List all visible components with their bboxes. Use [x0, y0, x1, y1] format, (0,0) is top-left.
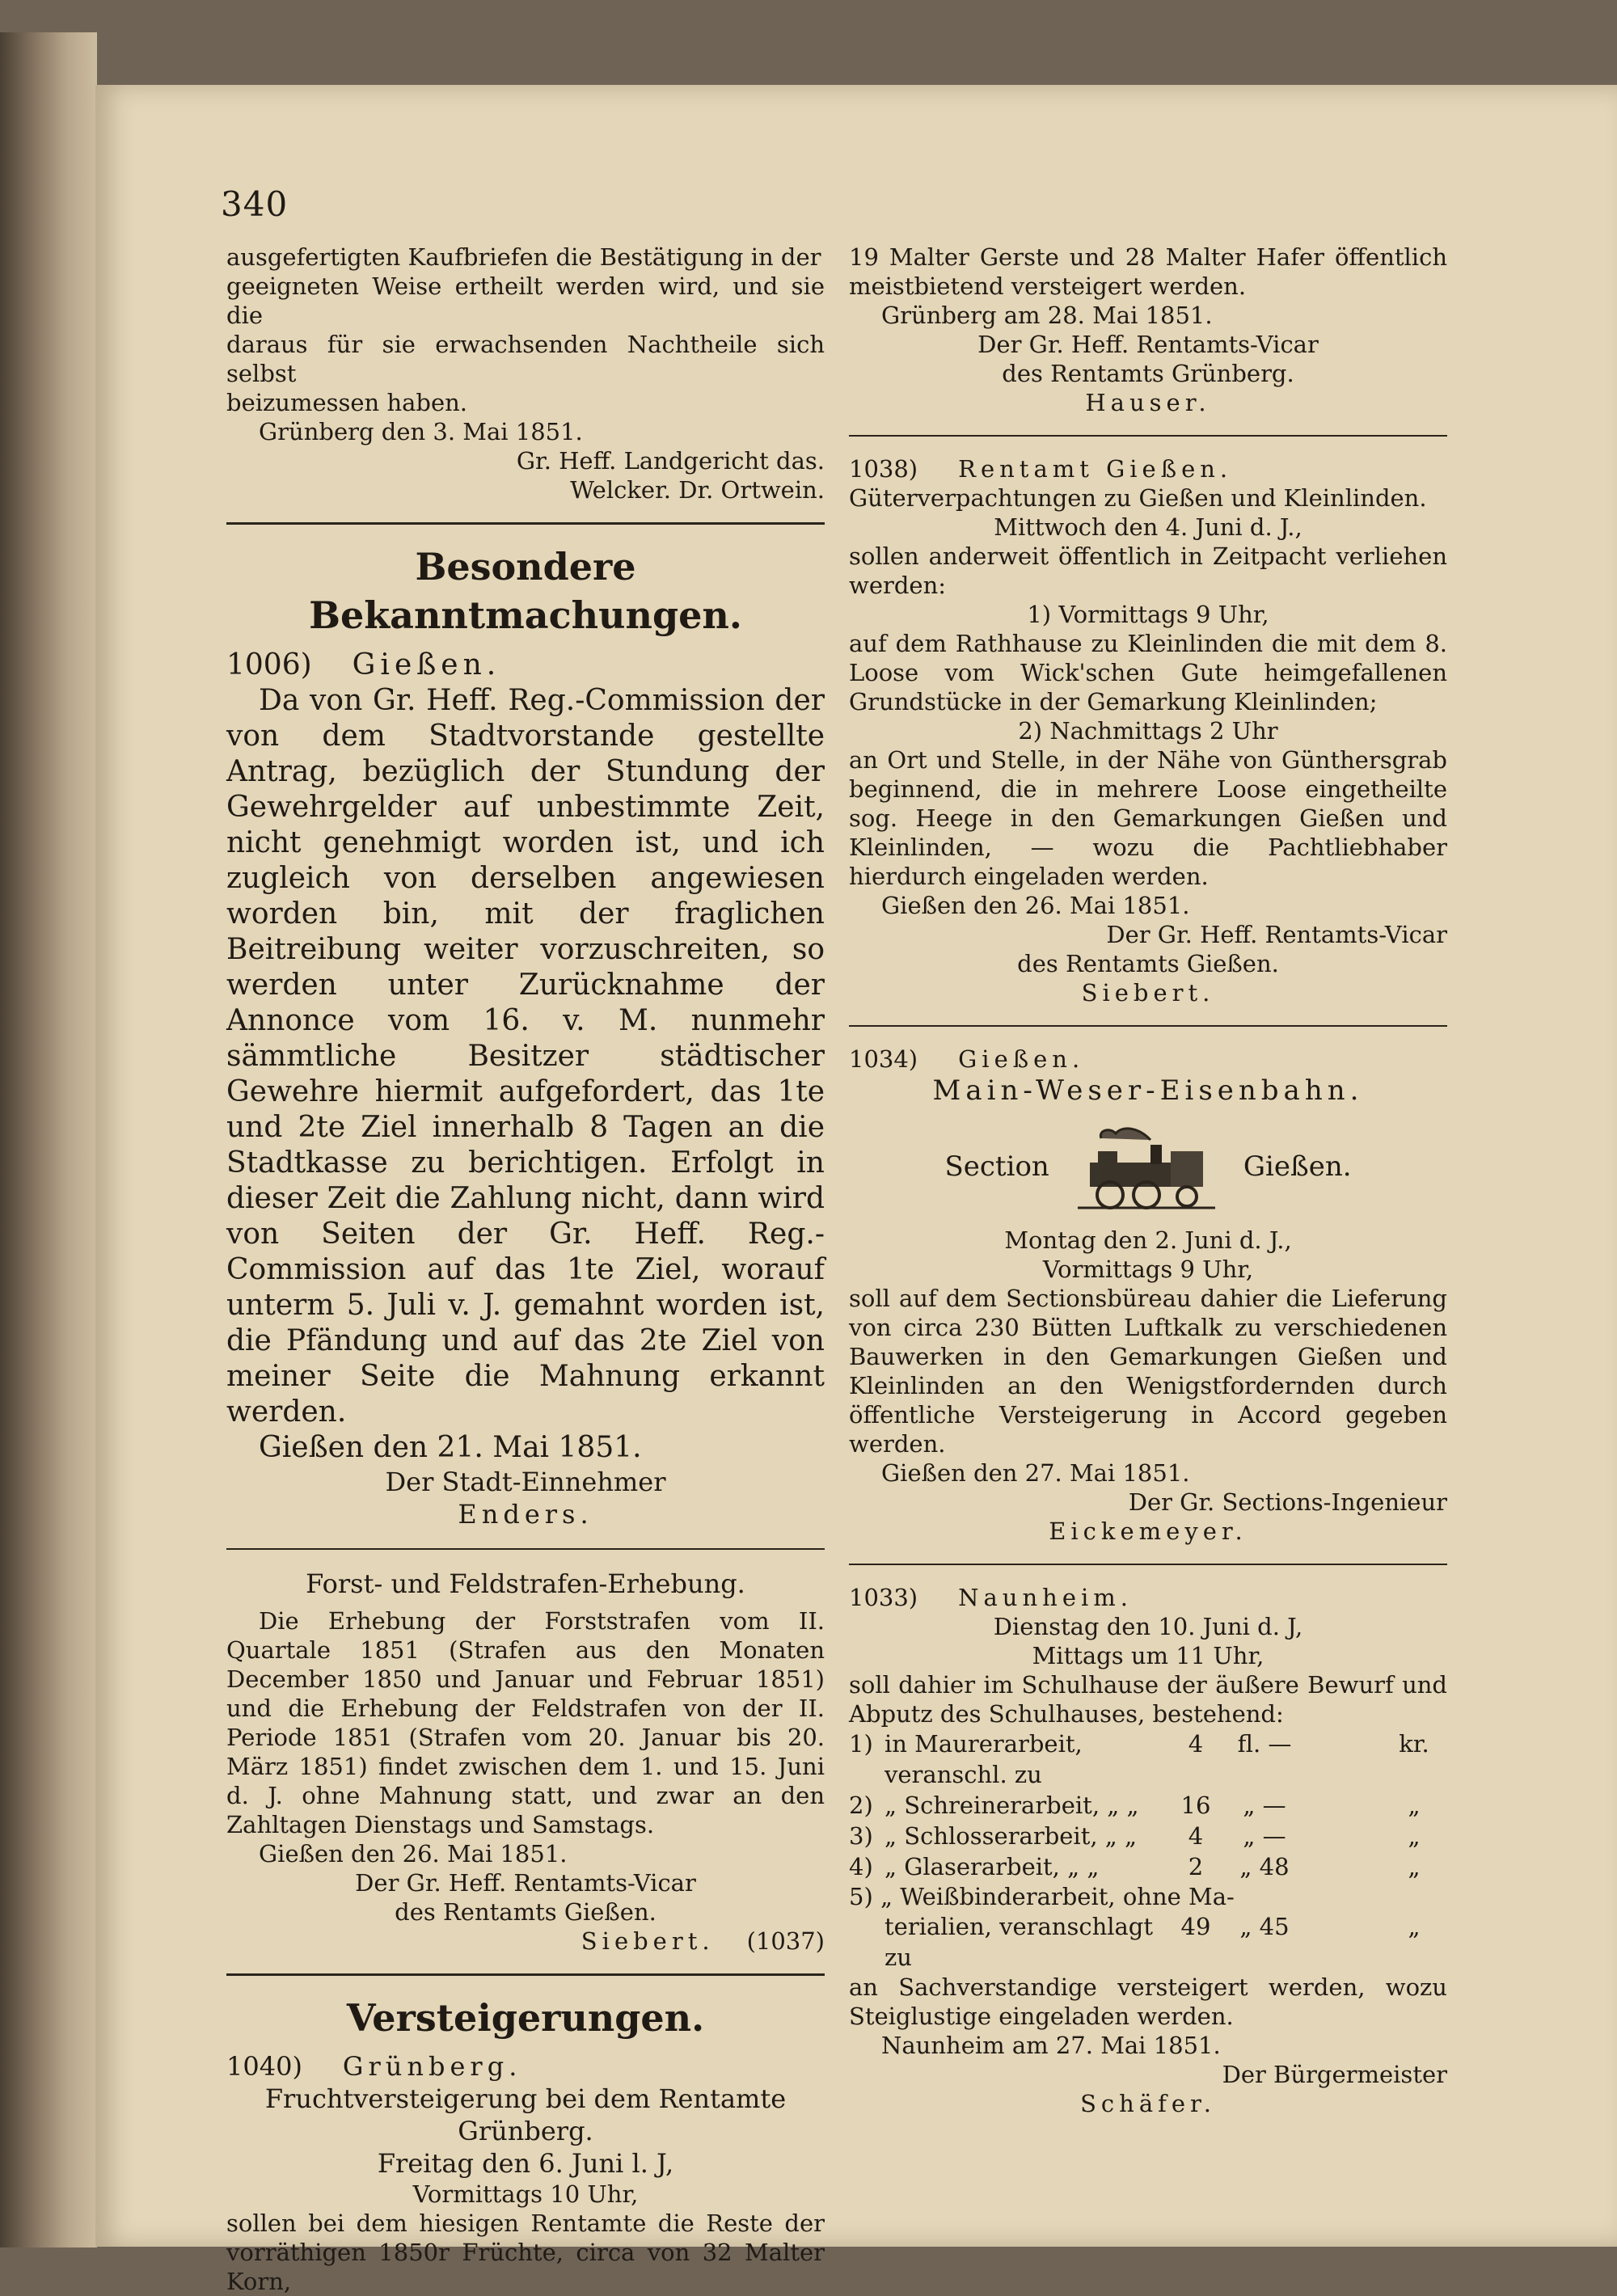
notice-place: Grünberg.	[342, 2051, 522, 2082]
item-unit: „	[1408, 1913, 1421, 1940]
divider	[849, 1564, 1447, 1565]
signature-title: Der Gr. Heff. Rentamts-Vicar	[1106, 921, 1447, 948]
item-amount-fl: 4	[1188, 1822, 1204, 1850]
notice-body: sollen anderweit öffentlich in Zeitpacht verliehen werden:	[849, 542, 1447, 599]
item-amount-kr: „ 48	[1239, 1853, 1290, 1880]
item-amount-kr: fl. —	[1237, 1730, 1292, 1758]
divider	[849, 1025, 1447, 1027]
notice-body: 19 Malter Gerste und 28 Malter Hafer öffentlich meistbietend versteigert werden.	[849, 243, 1447, 300]
list-item-label: 5) „ Weißbinderarbeit, ohne Ma-	[849, 1883, 1235, 1910]
item-unit: kr.	[1399, 1730, 1429, 1758]
notice-place: Naunheim.	[958, 1584, 1133, 1611]
section-heading-auctions: Versteigerungen.	[346, 1996, 705, 2040]
signature-title: Der Stadt-Einnehmer	[385, 1467, 666, 1497]
notice-1038	[849, 454, 1447, 1007]
item-amount-kr: „ —	[1243, 1822, 1286, 1850]
item-amount-kr: „ —	[1243, 1792, 1286, 1819]
intro-line: daraus für sie erwachsenden Nachtheile sich selbst	[226, 331, 825, 387]
notice-item: 1) Vormittags 9 Uhr,	[1027, 601, 1269, 628]
notice-1040-continuation	[849, 243, 1447, 417]
notice-body: Die Erhebung der Forststrafen vom II. Quartale 1851 (Strafen aus den Monaten December 1850 und Januar und Februar 1851) und die Erhebung der Feldstrafen von der II. Periode 1851 (Strafen vom 20. Januar bis 20. März 1851) findet zwischen dem 1. und 15. Juni d. J. ohne Mahnung statt, und zwar an den Zahltagen Dienstags und Samstags.	[226, 1607, 825, 1838]
list-item	[849, 1790, 1447, 1821]
divider	[226, 522, 825, 525]
list-item	[849, 1728, 1447, 1790]
notice-office: Rentamt Gießen.	[958, 455, 1233, 483]
notice-body: an Sachverstandige versteigert werden, wozu Steiglustige eingeladen werden.	[849, 1973, 1447, 2030]
notice-date: Gießen den 21. Mai 1851.	[259, 1431, 642, 1464]
signature-title: Der Gr. Heff. Rentamts-Vicar	[355, 1869, 696, 1897]
item-amount-kr: „ 45	[1239, 1913, 1290, 1940]
item-unit: „	[1408, 1853, 1421, 1880]
notice-body: sollen bei dem hiesigen Rentamte die Reste der vorräthigen 1850r Früchte, circa von 32 Malter Korn,	[226, 2209, 825, 2295]
intro-line: beizumessen haben.	[226, 389, 468, 416]
notice-date: Gießen den 26. Mai 1851.	[259, 1840, 568, 1868]
item-label: „ Glaserarbeit, „ „	[884, 1853, 1100, 1880]
notice-number: 1040)	[226, 2051, 302, 2082]
notice-1034	[849, 1045, 1447, 1546]
notice-title: Güterverpachtungen zu Gießen und Kleinlinden.	[849, 484, 1427, 512]
notice-title: Fruchtversteigerung bei dem Rentamte	[264, 2083, 787, 2114]
notice-1033	[849, 1583, 1447, 2118]
signature-name: Eickemeyer.	[1049, 1517, 1248, 1545]
notice-heading: Forst- und Feldstrafen-Erhebung.	[306, 1568, 745, 1599]
notice-date: Naunheim am 27. Mai 1851.	[881, 2032, 1221, 2059]
divider	[226, 1973, 825, 1976]
item-number: 1)	[849, 1730, 873, 1758]
section-label: Section	[944, 1150, 1049, 1183]
divider	[849, 435, 1447, 437]
intro-signature-office: Gr. Heff. Landgericht das.	[516, 447, 825, 475]
notice-date: Gießen den 26. Mai 1851.	[881, 892, 1190, 919]
item-amount-fl: 16	[1180, 1792, 1211, 1819]
notice-place: Gießen.	[958, 1045, 1085, 1073]
item-unit: „	[1408, 1792, 1421, 1819]
notice-title: Main-Weser-Eisenbahn.	[932, 1074, 1364, 1107]
notice-day: Montag den 2. Juni d. J.,	[1004, 1226, 1292, 1254]
notice-place: Gießen.	[352, 648, 501, 682]
item-amount-fl: 49	[1180, 1913, 1211, 1940]
notice-time: Vormittags 9 Uhr,	[1042, 1256, 1254, 1283]
section-place: Gießen.	[1243, 1150, 1352, 1183]
signature-name: Hauser.	[1085, 389, 1211, 416]
notice-body: Da von Gr. Heff. Reg.-Commission der von dem Stadtvorstande gestellte Antrag, bezüglich der Stundung der Gewehrgelder auf unbestimmte Zeit, nicht genehmigt worden ist, und ich zugleich von derselben angewiesen worden bin, mit der fraglichen Beitreibung weiter vorzuschreiten, so werden unter Zurücknahme der Annonce vom 16. v. M. nunmehr sämmtliche Besitzer städtischer Gewehre hiermit aufgefordert, das 1te und 2te Ziel innerhalb 8 Tagen an die Stadtkasse zu berichtigen. Erfolgt in dieser Zeit die Zahlung nicht, dann wird von Seiten der Gr. Heff. Reg.-Commission auf das 1te Ziel, worauf unterm 5. Juli v. J. gemahnt worden ist, die Pfändung und auf das 2te Ziel von meiner Seite die Mahnung erkannt werden.	[226, 684, 825, 1429]
intro-signature-names: Welcker. Dr. Ortwein.	[570, 476, 825, 504]
item-label: „ Schreinerarbeit, „ „	[884, 1792, 1139, 1819]
list-item	[849, 1821, 1447, 1851]
notice-body: soll dahier im Schulhause der äußere Bewurf und Abputz des Schulhauses, bestehend:	[849, 1671, 1447, 1728]
section-heading-announcements: Besondere Bekanntmachungen.	[309, 545, 742, 637]
signature-office: des Rentamts Grünberg.	[1002, 360, 1294, 387]
item-number: 2)	[849, 1792, 873, 1819]
signature-name: Enders.	[458, 1499, 593, 1530]
intro-continuation	[226, 243, 825, 504]
item-number: 4)	[849, 1853, 873, 1880]
list-item	[849, 1851, 1447, 1882]
notice-number: 1034)	[849, 1045, 918, 1073]
intro-line: ausgefertigten Kaufbriefen die Bestätigung in der	[226, 243, 821, 271]
signature-title: Der Bürgermeister	[1222, 2061, 1447, 2088]
notice-date: Gießen den 27. Mai 1851.	[881, 1459, 1190, 1487]
notice-number: 1038)	[849, 455, 918, 483]
notice-forst	[226, 1568, 825, 1956]
item-label: „ Schlosserarbeit, „ „	[884, 1822, 1138, 1850]
notice-time: Mittags um 11 Uhr,	[1032, 1642, 1264, 1669]
notice-date: Grünberg am 28. Mai 1851.	[881, 302, 1213, 329]
right-column	[849, 243, 1447, 2118]
list-item	[849, 1911, 1447, 1973]
item-label: terialien, veranschlagt zu	[884, 1913, 1154, 1971]
page-number: 340	[221, 184, 289, 224]
divider	[226, 1548, 825, 1550]
item-amount-fl: 2	[1188, 1853, 1204, 1880]
intro-line: geeigneten Weise ertheilt werden wird, und sie die	[226, 272, 825, 329]
book-spine-edge	[0, 32, 97, 2247]
notice-1006	[226, 648, 825, 1530]
signature-office: des Rentamts Gießen.	[1017, 950, 1279, 977]
intro-date: Grünberg den 3. Mai 1851.	[259, 418, 583, 445]
signature-title: Der Gr. Sections-Ingenieur	[1128, 1488, 1447, 1516]
left-column	[226, 243, 825, 2296]
locomotive-icon	[1074, 1122, 1219, 1211]
item-number: 3)	[849, 1822, 873, 1850]
item-amount-fl: 4	[1188, 1730, 1204, 1758]
item-label: in Maurerarbeit, veranschl. zu	[884, 1730, 1083, 1788]
notice-reference: (1037)	[746, 1927, 825, 1955]
signature-name: Schäfer.	[1080, 2090, 1216, 2117]
notice-day: Mittwoch den 4. Juni d. J.,	[994, 513, 1302, 541]
signature-name: Siebert.	[1081, 979, 1215, 1007]
notice-number: 1033)	[849, 1584, 918, 1611]
notice-day: Dienstag den 10. Juni d. J,	[993, 1613, 1303, 1640]
notice-body: an Ort und Stelle, in der Nähe von Günthersgrab beginnend, die in mehrere Loose eingetheilte sog. Heege in den Gemarkungen Gießen und Kleinlinden, — wozu die Pachtliebhaber hierdurch eingeladen werden.	[849, 746, 1447, 890]
notice-1040	[226, 2050, 825, 2296]
notice-body: soll auf dem Sectionsbüreau dahier die Lieferung von circa 230 Bütten Luftkalk zu verschiedenen Bauwerken in den Gemarkungen Gießen und Kleinlinden an den Wenigstfordernden durch öffentliche Versteigerung in Accord gegeben werden.	[849, 1285, 1447, 1458]
railway-emblem	[849, 1122, 1447, 1211]
notice-time: Vormittags 10 Uhr,	[412, 2180, 639, 2208]
notice-item: 2) Nachmittags 2 Uhr	[1018, 717, 1278, 745]
notice-body: auf dem Rathhause zu Kleinlinden die mit dem 8. Loose vom Wick'schen Gute heimgefallenen Grundstücke in der Gemarkung Kleinlinden;	[849, 630, 1447, 715]
signature-title: Der Gr. Heff. Rentamts-Vicar	[977, 331, 1319, 358]
notice-title: Grünberg.	[458, 2116, 593, 2146]
signature-office: des Rentamts Gießen.	[395, 1898, 657, 1926]
signature-name: Siebert.	[581, 1927, 715, 1955]
notice-number: 1006)	[226, 648, 312, 682]
notice-day: Freitag den 6. Juni l. J,	[377, 2148, 674, 2179]
item-unit: „	[1408, 1822, 1421, 1850]
